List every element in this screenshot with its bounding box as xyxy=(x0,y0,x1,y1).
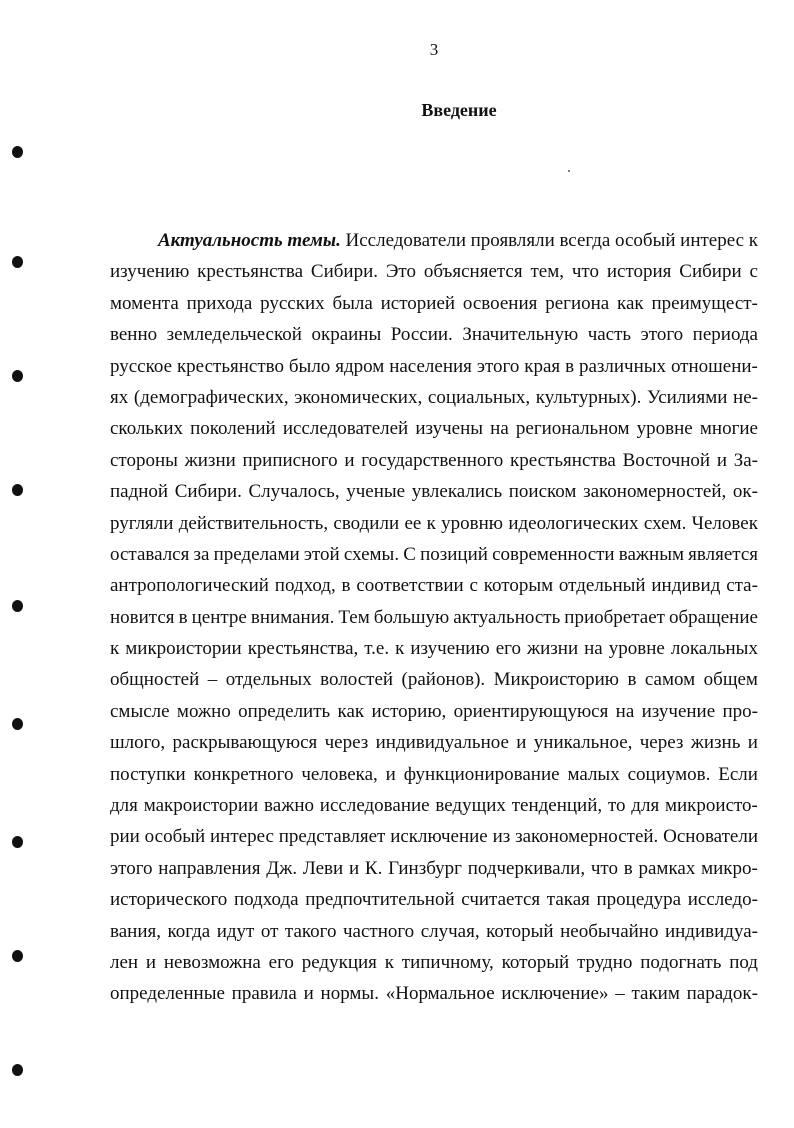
word: идеологических xyxy=(508,512,639,534)
word: частного xyxy=(342,920,415,942)
word: уровне xyxy=(608,638,665,660)
word: через xyxy=(639,732,684,754)
word: к xyxy=(110,638,120,660)
word: индивидуа- xyxy=(664,920,758,942)
paragraph-line xyxy=(110,539,758,570)
word: и xyxy=(747,732,758,754)
binding-hole xyxy=(12,836,23,848)
word: региональном xyxy=(515,418,630,440)
word: земледельческой xyxy=(166,324,302,346)
word: не- xyxy=(733,386,758,408)
word: соответствии xyxy=(356,575,464,597)
word: К. xyxy=(364,857,383,879)
word: и xyxy=(303,983,314,1005)
word: исследователей xyxy=(282,418,409,440)
word: индивидуальное xyxy=(375,732,509,754)
word: различных xyxy=(578,355,667,377)
word: многие xyxy=(699,418,758,440)
paragraph-line xyxy=(110,884,758,915)
word: социумов. xyxy=(627,763,711,785)
paragraph-line xyxy=(110,256,758,287)
word: Микроисторию xyxy=(493,669,619,691)
word: – xyxy=(615,983,625,1005)
word: Тем xyxy=(338,606,370,628)
paragraph-line xyxy=(110,727,758,758)
word: изучению xyxy=(410,638,490,660)
word: парадок- xyxy=(686,983,758,1005)
word: и xyxy=(145,951,157,973)
word: Основатели xyxy=(663,826,758,848)
word: микро- xyxy=(701,857,758,879)
word: его xyxy=(495,638,521,660)
word: функционирование xyxy=(403,763,560,785)
word: ядром xyxy=(335,355,385,377)
word: что xyxy=(590,857,618,879)
word: прихода xyxy=(186,292,253,314)
word: типичному, xyxy=(401,951,494,973)
word: который xyxy=(501,951,570,973)
paragraph-line xyxy=(110,821,758,852)
word: Если xyxy=(718,763,758,785)
word: подогнать xyxy=(640,951,722,973)
word: такого xyxy=(284,920,337,942)
word: в xyxy=(623,857,633,879)
word: увлекались xyxy=(411,481,503,503)
word: периода xyxy=(692,324,758,346)
word: – xyxy=(207,669,218,691)
paragraph-line xyxy=(110,445,758,476)
word: За- xyxy=(733,449,758,471)
word: приписного xyxy=(242,449,338,471)
paragraph-line xyxy=(110,759,758,790)
word: в xyxy=(178,606,188,628)
word: индивид xyxy=(651,575,721,597)
word: преимущест- xyxy=(651,292,758,314)
word: конкретного xyxy=(193,763,294,785)
word: и xyxy=(385,763,396,785)
word: микроисто- xyxy=(664,795,758,817)
page-number: 3 xyxy=(429,40,439,59)
word: определенные xyxy=(110,983,225,1005)
section-title: Введение xyxy=(421,100,497,120)
word: предпочтительной xyxy=(305,889,455,911)
word: и xyxy=(716,449,727,471)
word: пределами xyxy=(213,543,300,565)
word: через xyxy=(324,732,369,754)
word: Усилиями xyxy=(647,386,728,408)
word: изучение xyxy=(641,700,716,722)
word: в xyxy=(627,669,637,691)
word: из xyxy=(492,826,511,848)
word: венно xyxy=(110,324,158,346)
word: подход, xyxy=(274,575,336,597)
word: считается xyxy=(461,889,541,911)
word: государственного xyxy=(361,449,504,471)
word: Дж. xyxy=(266,857,298,879)
word: действительность, xyxy=(178,512,329,534)
paragraph-line xyxy=(110,351,758,382)
word: является xyxy=(688,543,758,565)
word: сводили xyxy=(333,512,400,534)
word: историю, xyxy=(371,700,447,722)
word: «Нормальное xyxy=(385,983,495,1005)
word: к xyxy=(384,951,394,973)
word: особый xyxy=(144,826,206,848)
word: Это xyxy=(385,261,416,283)
word: скольких xyxy=(110,418,183,440)
word: от xyxy=(260,920,279,942)
word: жизнь xyxy=(690,732,741,754)
word: исследование xyxy=(319,795,430,817)
word: социальных, xyxy=(427,386,531,408)
word: необычайно xyxy=(560,920,659,942)
word: схемы. xyxy=(343,543,400,565)
word: Человек xyxy=(691,512,758,534)
word: на xyxy=(584,638,603,660)
word: Сибири. xyxy=(310,261,378,283)
word: особый xyxy=(615,230,676,251)
word: Значительную xyxy=(462,324,579,346)
paragraph-line xyxy=(110,696,758,727)
word: локальных xyxy=(670,638,758,660)
word: ученые xyxy=(346,481,406,503)
word: новится xyxy=(110,606,175,628)
word: под xyxy=(729,951,758,973)
word: как xyxy=(337,700,365,722)
paragraph-line xyxy=(110,633,758,664)
word: этого xyxy=(640,324,684,346)
word: приобретает xyxy=(564,606,665,628)
word: когда xyxy=(167,920,211,942)
word: подхода xyxy=(233,889,299,911)
word: в xyxy=(341,575,351,597)
word: с xyxy=(469,575,478,597)
binding-hole xyxy=(12,146,23,158)
word: уровне xyxy=(636,418,693,440)
word: для xyxy=(631,795,660,817)
word: Леви xyxy=(302,857,344,879)
word: таким xyxy=(631,983,680,1005)
paragraph-line xyxy=(110,853,758,884)
word: нормы. xyxy=(320,983,379,1005)
word: малых xyxy=(567,763,620,785)
word: представляет xyxy=(278,826,386,848)
word: трудно xyxy=(576,951,633,973)
word: и xyxy=(348,857,360,879)
word: человека, xyxy=(301,763,378,785)
word: макроистории xyxy=(143,795,259,817)
word: С xyxy=(403,543,416,565)
word: то xyxy=(607,795,626,817)
word: вания, xyxy=(110,920,161,942)
word: такая xyxy=(546,889,590,911)
paragraph-line xyxy=(110,288,758,319)
binding-hole xyxy=(12,484,23,496)
word: Случалось, xyxy=(248,481,340,503)
word: что xyxy=(571,261,599,283)
paragraph-line xyxy=(110,413,758,444)
word: волостей xyxy=(320,669,394,691)
word: крестьянства xyxy=(510,449,616,471)
word: направления xyxy=(158,857,261,879)
word: экономических, xyxy=(294,386,423,408)
binding-hole xyxy=(12,370,23,382)
paragraph-line xyxy=(110,319,758,350)
word: (демографических, xyxy=(133,386,289,408)
word: раскрывающуюся xyxy=(172,732,318,754)
word: падной xyxy=(110,481,169,503)
word: рии xyxy=(110,826,140,848)
word: историей xyxy=(380,292,456,314)
word: этого xyxy=(476,355,520,377)
word: этой xyxy=(303,543,340,565)
word: к xyxy=(748,230,758,251)
word: исключение» xyxy=(501,983,609,1005)
word: случая, xyxy=(420,920,480,942)
word: для xyxy=(110,795,138,817)
word: самом xyxy=(644,669,696,691)
word: этого xyxy=(110,857,153,879)
word: позиций xyxy=(420,543,488,565)
word: оставался xyxy=(110,543,190,565)
word: и xyxy=(344,449,355,471)
word: на xyxy=(490,418,509,440)
word: общем xyxy=(703,669,758,691)
word: жизни xyxy=(526,638,579,660)
word: отдельный xyxy=(558,575,646,597)
word: определить xyxy=(238,700,331,722)
paragraph-line xyxy=(110,570,758,601)
word: исторического xyxy=(110,889,228,911)
word: освоения xyxy=(462,292,538,314)
word: окраины xyxy=(311,324,382,346)
word: Восточной xyxy=(622,449,711,471)
word: жизни xyxy=(184,449,236,471)
word: отдельных xyxy=(225,669,312,691)
paragraph-line xyxy=(110,916,758,947)
word: Сибири xyxy=(679,261,742,283)
word: изучены xyxy=(415,418,484,440)
binding-hole xyxy=(12,256,23,268)
word: правила xyxy=(231,983,297,1005)
word: к xyxy=(395,638,405,660)
word: России. xyxy=(390,324,453,346)
word: момента xyxy=(110,292,179,314)
word: русских xyxy=(260,292,325,314)
binding-hole xyxy=(12,950,23,962)
word: идут xyxy=(216,920,255,942)
word: центре xyxy=(191,606,247,628)
word: уникальное, xyxy=(533,732,633,754)
word: ок- xyxy=(732,481,758,503)
word: поступки xyxy=(110,763,186,785)
word: микроистории xyxy=(125,638,242,660)
word: исследо- xyxy=(687,889,758,911)
word: Исследователи xyxy=(345,230,466,251)
binding-hole xyxy=(12,600,23,612)
word: рамках xyxy=(638,857,696,879)
word: лен xyxy=(110,951,139,973)
word: схем. xyxy=(643,512,687,534)
word: антропологический xyxy=(110,575,269,597)
word: смысле xyxy=(110,700,170,722)
word: невозможна xyxy=(163,951,261,973)
word: который xyxy=(486,920,554,942)
paragraph-line xyxy=(110,476,758,507)
scan-speck xyxy=(568,170,570,172)
word: про- xyxy=(722,700,758,722)
word: интерес xyxy=(210,826,274,848)
word: современности xyxy=(492,543,615,565)
word: (районов). xyxy=(401,669,486,691)
word: исключение xyxy=(390,826,488,848)
word: культурных). xyxy=(535,386,642,408)
word: тенденций, xyxy=(511,795,603,817)
word: крестьянства xyxy=(197,261,304,283)
word: как xyxy=(617,292,644,314)
word: важно xyxy=(264,795,314,817)
word: стороны xyxy=(110,449,178,471)
word: можно xyxy=(176,700,231,722)
word: края xyxy=(524,355,561,377)
word: поколений xyxy=(190,418,276,440)
word: подчеркивали, xyxy=(467,857,586,879)
word: шлого, xyxy=(110,732,166,754)
word: ях xyxy=(110,386,129,408)
paragraph-line xyxy=(110,508,758,539)
word: актуальность xyxy=(453,606,561,628)
lead-phrase: Актуальность темы. xyxy=(158,230,341,251)
paragraph-line xyxy=(110,947,758,978)
word: т.е. xyxy=(364,638,390,660)
word: большую xyxy=(373,606,450,628)
word: на xyxy=(615,700,635,722)
word: региона xyxy=(545,292,610,314)
word: была xyxy=(332,292,373,314)
body-paragraph xyxy=(110,225,758,1010)
word: к xyxy=(426,512,436,534)
word: Сибири. xyxy=(174,481,242,503)
word: ориентирующуюся xyxy=(453,700,609,722)
word: и xyxy=(516,732,527,754)
word: объясняется xyxy=(423,261,523,283)
paragraph-line xyxy=(110,664,758,695)
word: обращение xyxy=(668,606,758,628)
word: уровню xyxy=(441,512,504,534)
word: русское xyxy=(110,355,173,377)
paragraph-line xyxy=(110,790,758,821)
word: которым xyxy=(483,575,554,597)
word: закономерностей. xyxy=(515,826,659,848)
word: закономерностей, xyxy=(583,481,727,503)
word: с xyxy=(749,261,758,283)
word: редукция xyxy=(301,951,377,973)
word: история xyxy=(606,261,672,283)
word: было xyxy=(288,355,331,377)
word: всегда xyxy=(559,230,611,251)
word: важным xyxy=(618,543,685,565)
word: отношени- xyxy=(670,355,758,377)
word: за xyxy=(193,543,210,565)
word: ругляли xyxy=(110,512,174,534)
paragraph-line xyxy=(110,602,758,633)
word: населения xyxy=(389,355,472,377)
word: изучению xyxy=(110,261,190,283)
word: интерес xyxy=(680,230,745,251)
word: ее xyxy=(404,512,422,534)
word: его xyxy=(268,951,294,973)
word: ста- xyxy=(726,575,758,597)
word: общностей xyxy=(110,669,200,691)
word: проявляли xyxy=(470,230,555,251)
binding-hole xyxy=(12,1064,23,1076)
paragraph-line xyxy=(110,225,758,256)
paragraph-line xyxy=(110,382,758,413)
word: процедура xyxy=(596,889,682,911)
word: Гинзбург xyxy=(388,857,462,879)
word: часть xyxy=(587,324,632,346)
binding-hole xyxy=(12,718,23,730)
paragraph-line xyxy=(110,978,758,1009)
word: крестьянство xyxy=(176,355,284,377)
word: ведущих xyxy=(435,795,506,817)
word: поиском xyxy=(508,481,577,503)
word: внимания. xyxy=(250,606,335,628)
word: крестьянства, xyxy=(247,638,359,660)
word: тем, xyxy=(530,261,564,283)
word: в xyxy=(565,355,575,377)
